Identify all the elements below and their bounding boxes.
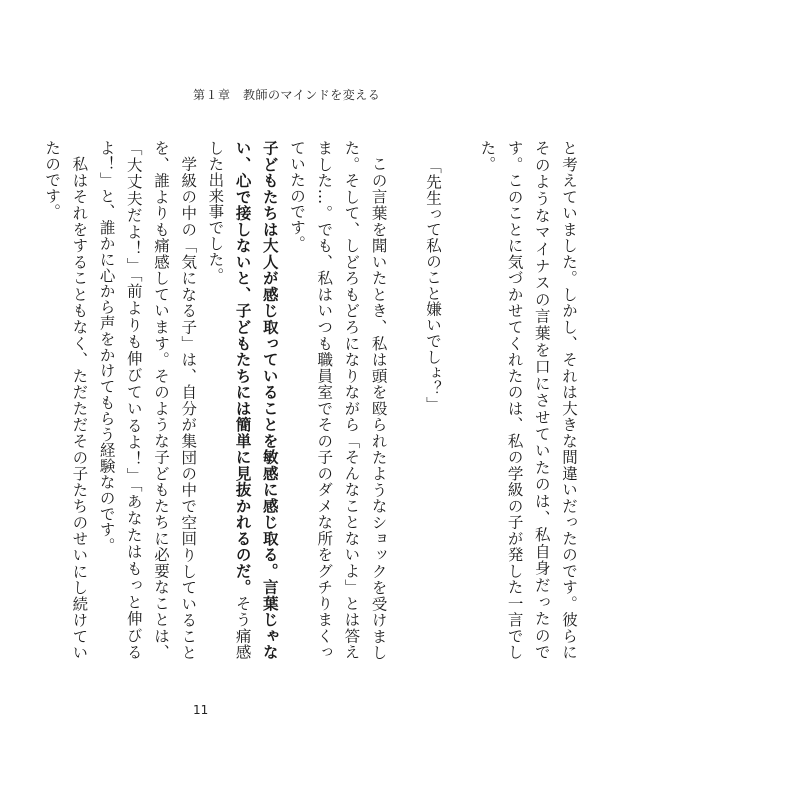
blank-column	[446, 140, 473, 141]
emphasis-2: 言葉じゃない、心で接しないと、子どもたちには簡単に見抜かれるのだ。	[233, 140, 279, 660]
paragraph-3	[201, 140, 283, 660]
blank-column	[392, 140, 419, 141]
quote-text: 「先生って私のこと嫌いでしょ？」	[424, 158, 442, 413]
paragraph-6-text: と考えていました。しかし、それは大きな間違いだったのです。彼らにそのようなマイナスの言葉を口にさせていたのは、私自身だったのです。このことに気づかせてくれたのは、	[505, 140, 578, 660]
paragraph-4-text: 学級の中の「気になる子」は、自分が集団の中で空回りしていることを、誰よりも痛感しています。そのような子どもたちに必要なことは、「大丈夫だよ！」「前よりも伸びているよ！」「あなたはもっと伸びるよ！」と、誰かに心から声をかけてもらう経験なのです。	[97, 140, 198, 660]
emphasis-1: 子どもたちは大人が感じ取っていることを敏感に感じ取る。	[260, 140, 279, 580]
paragraph-4	[92, 140, 201, 660]
paragraph-1-text: 私の学級の子が発した一言でした。	[478, 140, 524, 660]
paragraph-3-tail: そう痛感した出来事でした。	[206, 140, 252, 660]
body-text	[38, 140, 582, 660]
paragraph-5-text: 私はそれをすることもなく、ただただその子たちのせいにし続けていたのです。	[43, 140, 89, 660]
paragraph-5	[38, 140, 92, 660]
page-number: 11	[193, 703, 209, 717]
paragraph-2	[283, 140, 392, 660]
paragraph-2-text: この言葉を聞いたとき、私は頭を殴られたようなショックを受けました。そして、しどろもどろになりながら「そんなことないよ」とは答えました…。でも、私はいつも職員室でその子のダメな所をグチりまくっていたのです。	[288, 140, 388, 660]
quote-line	[419, 140, 446, 660]
running-head: 第１章 教師のマインドを変える	[193, 88, 381, 102]
paragraph-continued	[473, 140, 582, 660]
